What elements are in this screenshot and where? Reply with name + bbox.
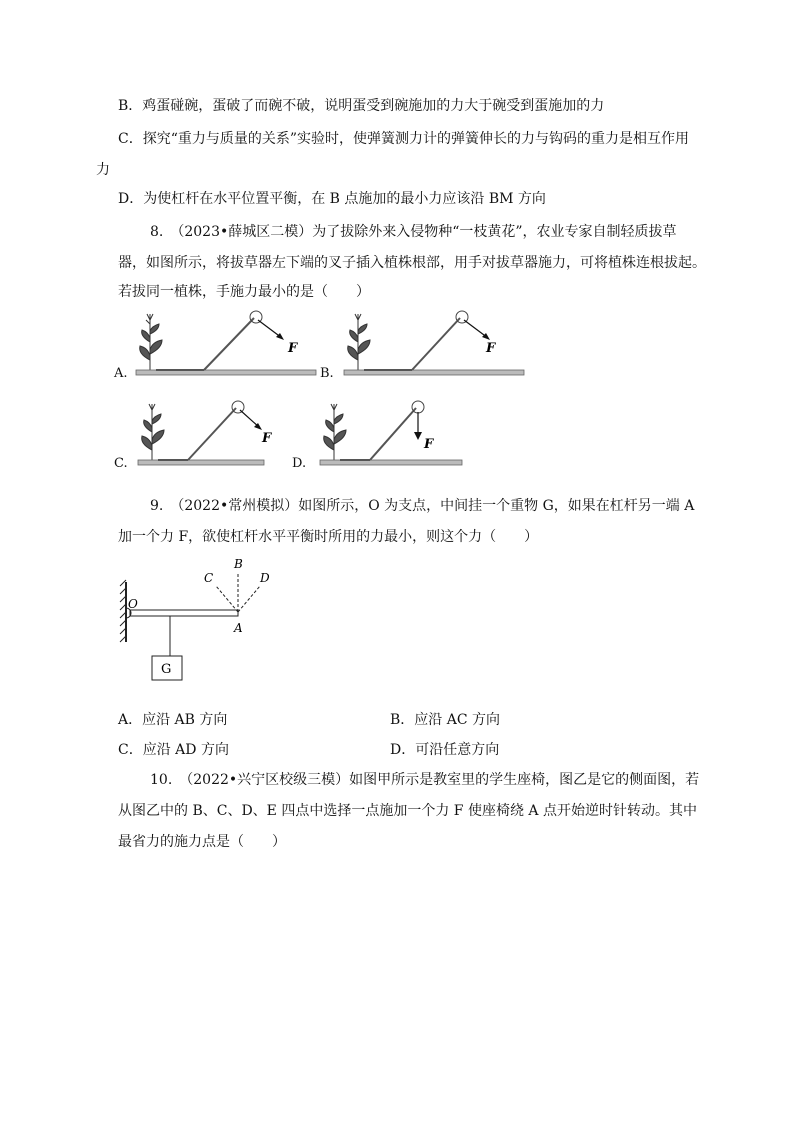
q10-stem-line2: 从图乙中的 B、C、D、E 四点中选择一点施加一个力 F 使座椅绕 A 点开始逆时针转动。其中: [118, 803, 697, 819]
q10-stem-line1: 10. （2022•兴宁区校级三模）如图甲所示是教室里的学生座椅，图乙是它的侧面图，若: [150, 772, 700, 788]
direction-ac: [216, 586, 238, 612]
handle: [204, 318, 254, 370]
q8-stem-line2: 器，如图所示，将拔草器左下端的叉子插入植株根部，用手对拔草器施力，可将植株连根拔起。: [118, 255, 706, 271]
option-letter: A.: [114, 366, 128, 381]
point-a-label: A: [234, 621, 243, 635]
q8-option-b[interactable]: [318, 308, 528, 386]
weed-puller-figure-a: [112, 308, 322, 386]
q8-stem-line1: 8. （2023•薛城区二模）为了拔除外来入侵物种“一枝黄花”，农业专家自制轻质拔草: [150, 224, 677, 240]
q9-stem-line2: 加一个力 F，欲使杠杆水平平衡时所用的力最小，则这个力（ ）: [118, 529, 539, 545]
hand-icon: [412, 401, 424, 413]
force-label: F: [288, 341, 298, 356]
weed-puller-figure-b: [318, 308, 528, 386]
q9-option-c[interactable]: C．应沿 AD 方向: [118, 742, 229, 758]
plant-icon: [348, 314, 370, 370]
force-label: F: [262, 431, 272, 446]
force-label: F: [424, 437, 434, 452]
point-b-label: B: [234, 557, 243, 571]
q8-stem-line3: 若拔同一植株，手施力最小的是（ ）: [118, 284, 370, 300]
q9-lever-figure: [112, 552, 292, 686]
direction-lines: [216, 574, 260, 612]
handle: [188, 408, 236, 460]
q9-stem-line1: 9. （2022•常州模拟）如图所示，O 为支点，中间挂一个重物 G，如果在杠杆另一端 A: [150, 498, 695, 514]
direction-ad: [238, 586, 260, 612]
weed-puller-figure-d: [290, 398, 500, 476]
option-letter: B.: [320, 366, 334, 381]
prev-option-c-line2: 力: [96, 162, 110, 178]
q9-option-b[interactable]: B．应沿 AC 方向: [390, 712, 501, 728]
q8-option-a[interactable]: [112, 308, 322, 386]
ground: [138, 460, 264, 465]
point-c-label: C: [204, 571, 214, 585]
pivot-label: O: [128, 597, 138, 611]
option-letter: C.: [114, 456, 128, 471]
force-label: F: [486, 341, 496, 356]
prev-option-d: D．为使杠杆在水平位置平衡，在 B 点施加的最小力应该沿 BM 方向: [118, 191, 546, 207]
q8-option-d[interactable]: [290, 398, 500, 476]
plant-icon: [142, 404, 164, 460]
handle: [370, 408, 416, 460]
point-d-label: D: [260, 571, 270, 585]
q10-stem-line3: 最省力的施力点是（ ）: [118, 834, 286, 850]
plant-icon: [140, 314, 162, 370]
q9-option-d[interactable]: D．可沿任意方向: [390, 742, 500, 758]
plant-icon: [324, 404, 346, 460]
prev-option-b: B．鸡蛋碰碗，蛋破了而碗不破，说明蛋受到碗施加的力大于碗受到蛋施加的力: [118, 98, 605, 114]
prev-option-c-line1: C．探究“重力与质量的关系”实验时，使弹簧测力计的弹簧伸长的力与钩码的重力是相互作用: [118, 131, 690, 147]
option-letter: D.: [292, 456, 307, 471]
q9-option-a[interactable]: A．应沿 AB 方向: [118, 712, 228, 728]
lever-bar: [130, 610, 238, 616]
weight-label: G: [161, 662, 172, 677]
handle: [412, 318, 460, 370]
